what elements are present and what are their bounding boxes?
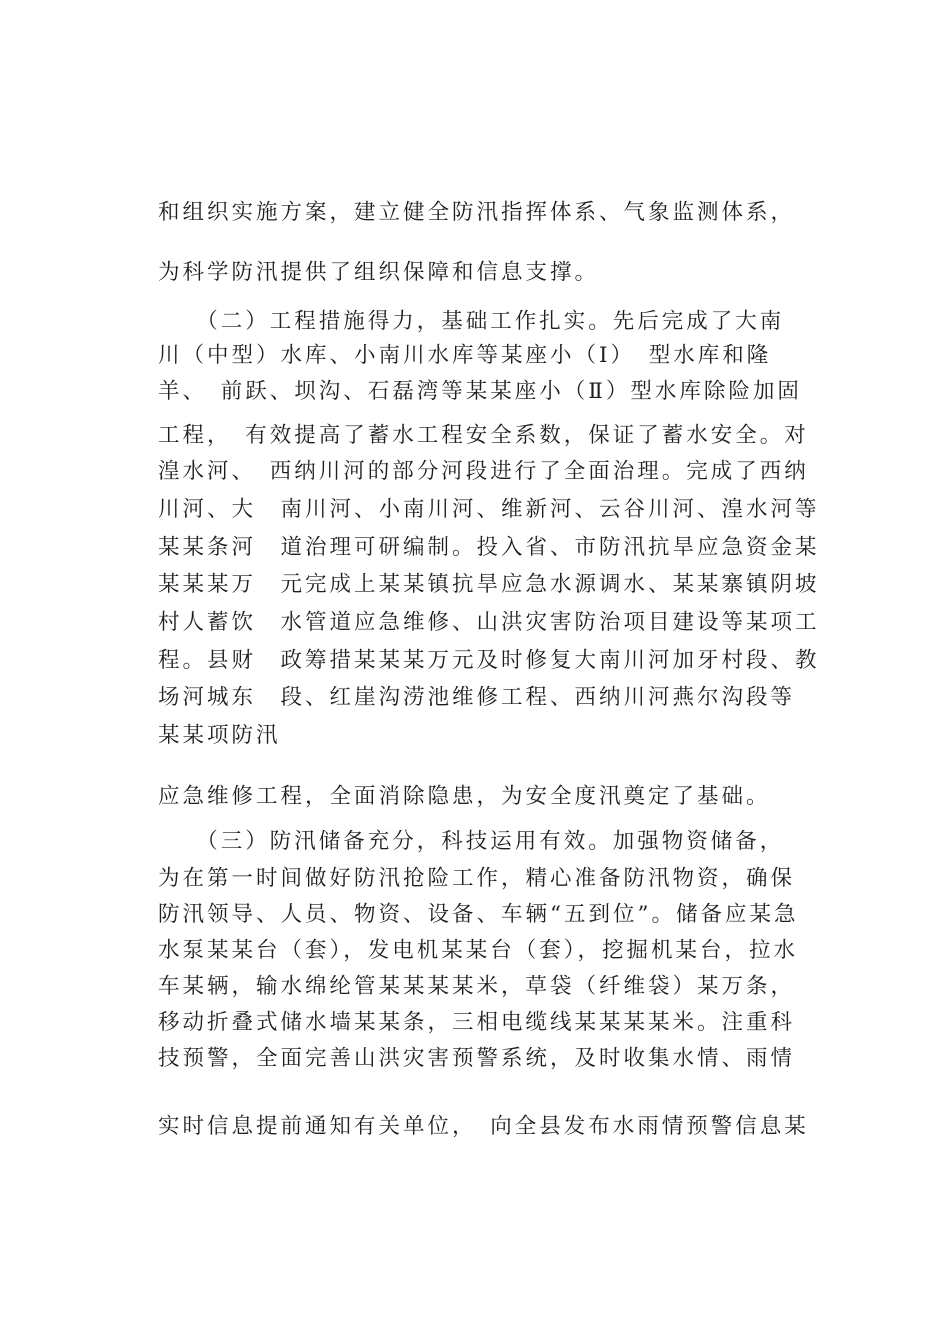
text-line: 村人蓄饮 水管道应急维修、山洪灾害防治项目建设等某项工 [158,610,820,635]
text-line: 某某条河 道治理可研编制。投入省、市防汛抗旱应急资金某 [158,535,820,560]
text-line: 川河、大 南川河、小南川河、维新河、云谷川河、湟水河等 [158,497,820,522]
text-line: 程。县财 政筹措某某某万元及时修复大南川河加牙村段、教 [158,648,820,673]
text-line: 实时信息提前通知有关单位， 向全县发布水雨情预警信息某 [158,1114,809,1139]
text-line: 技预警，全面完善山洪灾害预警系统，及时收集水情、雨情 [158,1046,796,1071]
text-line: 水泵某某台（套），发电机某某台（套），挖掘机某台，拉水 [158,938,799,963]
text-line: 车某辆，输水绵纶管某某某某米，草袋（纤维袋）某万条， [158,974,796,999]
text-line: 应急维修工程，全面消除隐患，为安全度汛奠定了基础。 [158,784,771,809]
text-line: 场河城东 段、红崖沟涝池维修工程、西纳川河燕尔沟段等 [158,685,796,710]
text-line: 为科学防汛提供了组织保障和信息支撑。 [158,260,600,285]
text-line: 川（中型）水库、小南川水库等某座小（I） 型水库和隆 [158,343,772,368]
text-line: 和组织实施方案，建立健全防汛指挥体系、气象监测体系， [158,200,796,225]
text-line: 湟水河、 西纳川河的部分河段进行了全面治理。完成了西纳 [158,459,809,484]
paragraph-heading-2: （二）工程措施得力，基础工作扎实。先后完成了大南 [158,309,785,334]
text-line: 某某项防汛 [158,723,281,748]
paragraph-heading-3: （三）防汛储备充分，科技运用有效。加强物资储备， [158,829,785,854]
text-line: 移动折叠式储水墙某某条，三相电缆线某某某某米。注重科 [158,1010,796,1035]
text-line: 工程， 有效提高了蓄水工程安全系数，保证了蓄水安全。对 [158,423,809,448]
text-line: 防汛领导、人员、物资、设备、车辆“五到位”。储备应某急 [158,902,799,927]
text-line: 为在第一时间做好防汛抢险工作，精心准备防汛物资，确保 [158,866,796,891]
text-line: 羊、 前跃、坝沟、石磊湾等某某座小（Ⅱ）型水库除险加固 [158,379,802,404]
text-line: 某某某万 元完成上某某镇抗旱应急水源调水、某某寨镇阴坡 [158,572,820,597]
